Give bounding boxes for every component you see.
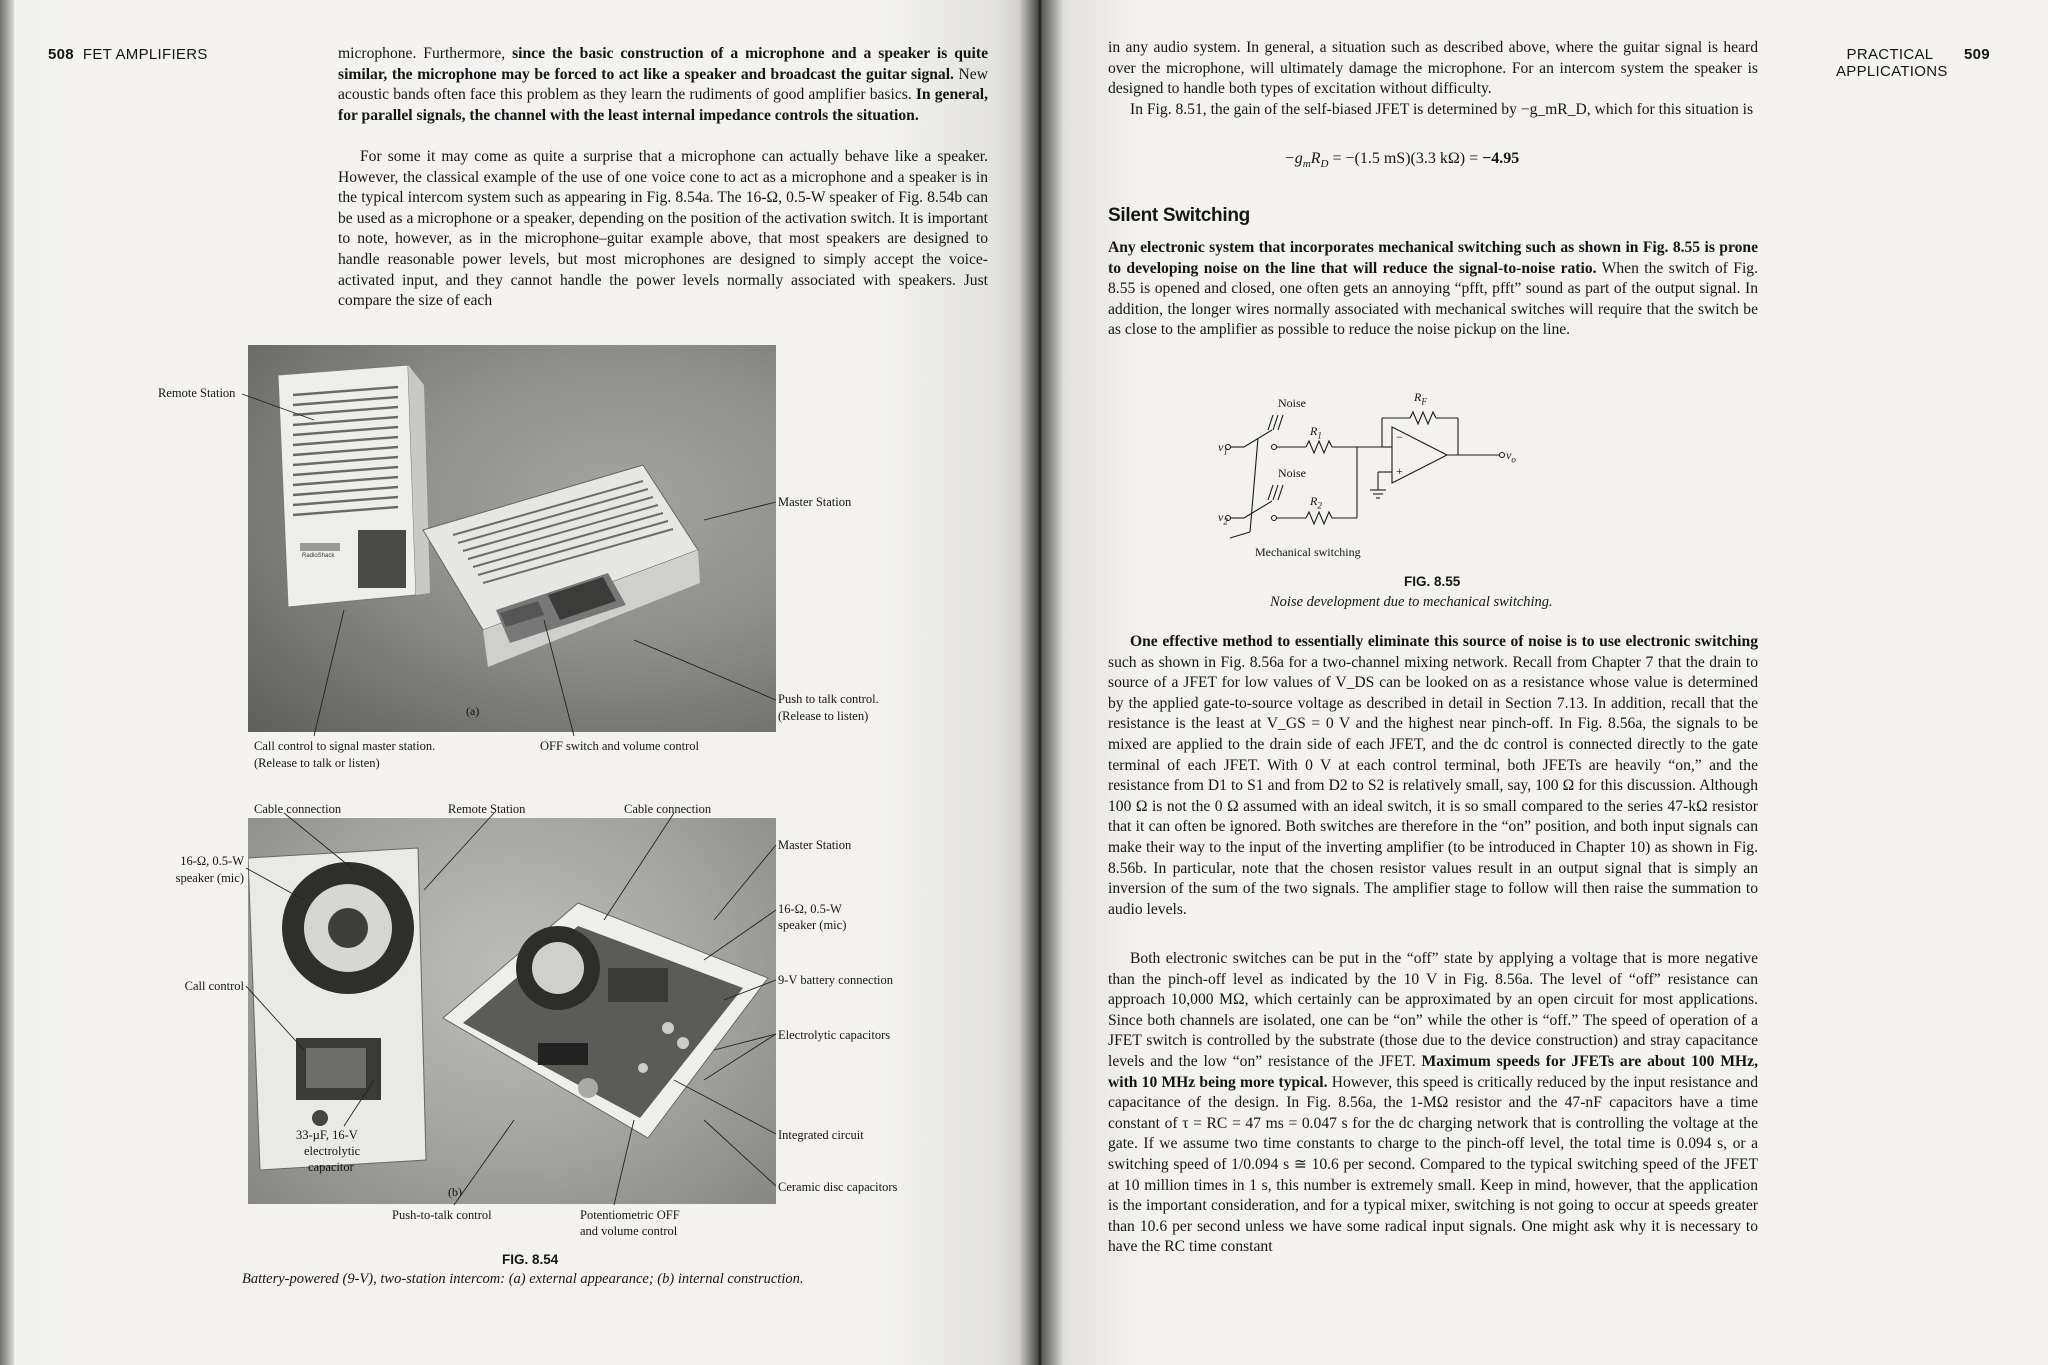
mechanical-switching-circuit: [1210, 390, 1570, 560]
fig-a-label-remote-station: Remote Station: [158, 386, 236, 400]
fig-b-label-speaker-left-1: 16-Ω, 0.5-W: [180, 854, 244, 868]
circuit-label-v1: $v_1$: [1218, 440, 1228, 457]
fig-8-55-title: FIG. 8.55: [1404, 574, 1461, 589]
left-page-number: 508: [48, 46, 74, 63]
vo-letter: v: [1506, 448, 1512, 462]
fig-b-label-ceramic: Ceramic disc capacitors: [778, 1180, 898, 1194]
fig-b-label-potentiometric-1: Potentiometric OFF: [580, 1208, 680, 1222]
book-gutter: [1018, 0, 1062, 1365]
fig-a-label-push-to-talk: Push to talk control.: [778, 692, 879, 706]
remote-logo: RadioShack: [302, 553, 335, 559]
fig-8-54-title: FIG. 8.54: [502, 1252, 559, 1267]
left-running-title: FET AMPLIFIERS: [82, 46, 208, 63]
fig-b-label-speaker-left-2: speaker (mic): [175, 871, 244, 885]
fig-b-panel-label: (b): [448, 1185, 462, 1199]
intercom-external-illustration: [248, 345, 776, 732]
bold-run-0: One effective method to essentially eliminate this source of noise is to use electronic switching: [1130, 633, 1758, 650]
intercom-photo-a: [248, 345, 776, 732]
equation-rhs: = −(1.5 mS)(3.3 kΩ) =: [1328, 150, 1483, 167]
circuit-label-v2: $v_2$: [1218, 510, 1228, 527]
fig-b-label-capacitor-3: capacitor: [308, 1160, 354, 1174]
fig-b-label-speaker-right-1: 16-Ω, 0.5-W: [778, 902, 842, 916]
fig-a-label-off-switch: OFF switch and volume control: [540, 739, 700, 753]
fig-a-label-release-to-talk: (Release to talk or listen): [254, 756, 380, 770]
fig-b-label-ic: Integrated circuit: [778, 1128, 864, 1142]
fig-b-label-cable-connection-1: Cable connection: [254, 802, 342, 816]
fig-a-label-call-control: Call control to signal master station.: [254, 739, 436, 753]
circuit-label-noise-1: Noise: [1278, 396, 1306, 410]
fig-b-label-battery: 9-V battery connection: [778, 973, 894, 987]
circuit-label-vo: $v_o$: [1506, 448, 1516, 465]
rf-letter: R: [1414, 390, 1422, 404]
fig-b-label-capacitor-1: 33-µF, 16-V: [296, 1128, 358, 1142]
remote-station-open: [248, 848, 426, 1170]
right-paragraph-4: [1108, 632, 1758, 920]
master-station-open: [443, 903, 768, 1138]
bold-run-0: Any electronic system that incorporates mechanical switching such as shown in Fig. 8.55 is prone to developing noise on the line that will reduce the signal-to-noise ratio.: [1108, 239, 1758, 277]
right-page: [1040, 0, 2048, 1365]
opamp-plus-label: +: [1396, 464, 1403, 478]
right-page-number: 509: [1964, 46, 1990, 63]
circuit-label-rf: $R_F$: [1414, 390, 1427, 407]
right-running-title-1: PRACTICAL: [1846, 46, 1934, 63]
right-paragraph-2-text: In Fig. 8.51, the gain of the self-biased JFET is determined by −g_mR_D, which for this situation is: [1130, 101, 1754, 118]
equation-lhs: −g: [1284, 150, 1303, 167]
fig-b-label-call-control: Call control: [184, 979, 244, 993]
left-page: [14, 0, 1036, 1365]
left-running-head: [48, 46, 208, 63]
bold-run-3: In general, for parallel signals, the channel with the least internal impedance controls the situation.: [338, 86, 989, 124]
fig-b-label-push-to-talk: Push-to-talk control: [392, 1208, 492, 1222]
v1-letter: v: [1218, 440, 1224, 454]
fig-b-label-capacitor-2: electrolytic: [304, 1144, 361, 1158]
fig-b-label-remote-station: Remote Station: [448, 802, 526, 816]
fig-b-label-master-station: Master Station: [778, 838, 852, 852]
v2-letter: v: [1218, 510, 1224, 524]
fig-b-label-cable-connection-2: Cable connection: [624, 802, 712, 816]
circuit-label-r1: $R_1$: [1310, 424, 1322, 441]
gain-equation: $-g_mR_D = -(1.5$ mS)(3.3 kΩ) = −4.95: [1284, 150, 1520, 171]
r1-letter: R: [1310, 424, 1318, 438]
fig-8-55-caption: Noise development due to mechanical switching.: [1270, 594, 1553, 610]
bold-run-1: since the basic construction of a microphone and a speaker is quite similar, the microphone may be forced to act like a speaker and broadcast the guitar signal.: [338, 45, 988, 83]
fig-a-label-release-to-listen: (Release to listen): [778, 709, 869, 723]
right-page-number-wrap: [1964, 46, 1990, 63]
text-run-1: such as shown in Fig. 8.56a for a two-channel mixing network. Recall from Chapter 7 that the drain to source of a JFET for low values of V_DS can be looked on as a resistance whose value is determined by the applied gate-to-source voltage as described in detail in Section 7.13. In addition, recall that the resistance is the least at V_GS = 0 V and the highest near pinch-off. In Fig. 8.56a, the signals to be mixed are applied to the drain side of each JFET, and the dc control is connected directly to the gate terminal of each JFET. With 0 V at each control terminal, both JFETs are heavily “on,” and the resistance from D1 to S1 and from D2 to S2 is relatively small, say, 100 Ω for this discussion. Although 100 Ω is not the 0 Ω assumed with an ideal switch, it is so small compared to the series 47-kΩ resistor that it can often be ignored. Both switches are therefore in the “on” position, and both input signals can make their way to the input of the inverting amplifier (to be introduced in Chapter 10) as shown in Fig. 8.56b. In particular, note that the chosen resistor values result in an output signal that is simply an inversion of the sum of the two signals. The amplifier stage to follow will then raise the summation to audio levels.: [1108, 653, 1758, 918]
left-paragraph-2-text: For some it may come as quite a surprise that a microphone can actually behave like a speaker. However, the classical example of the use of one voice cone to act as a microphone and a speaker is in the typical intercom system such as appearing in Fig. 8.54a. The 16-Ω, 0.5-W speaker of Fig. 8.54b can be used as a microphone or a speaker, depending on the position of the activation switch. It is important to note, however, as in the microphone–guitar example above, that most speakers are designed to handle reasonable power levels, but most microphones are designed to simply accept the voice-activated input, and they cannot handle the power levels normally associated with speakers. Just compare the size of each: [338, 148, 988, 310]
remote-station-unit: [278, 365, 430, 607]
opamp-minus-label: −: [1396, 430, 1403, 444]
circuit-label-mechanical-switching: Mechanical switching: [1255, 545, 1361, 559]
circuit-label-noise-2: Noise: [1278, 466, 1306, 480]
text-run-0: microphone. Furthermore,: [338, 45, 513, 62]
fig-b-label-speaker-right-2: speaker (mic): [778, 918, 847, 932]
text-run-1: When the switch of Fig. 8.55 is opened and closed, one often gets an annoying “pfft, pfft” sound as part of the output signal. In addition, the longer wires normally associated with mechanical switches will require that the switch be as close to the amplifier as possible to reduce the noise pickup on the line.: [1108, 259, 1758, 339]
right-paragraph-1: in any audio system. In general, a situation such as described above, where the guitar signal is heard over the microphone, will ultimately damage the microphone. For an intercom system the speaker is designed to handle both types of excitation without difficulty.: [1108, 39, 1758, 98]
fig-8-54-caption: Battery-powered (9-V), two-station intercom: (a) external appearance; (b) internal construction.: [242, 1271, 804, 1287]
right-paragraph-3: [1108, 238, 1758, 341]
text-run-0: Both electronic switches can be put in the “off” state by applying a voltage that is more negative than the pinch-off level as indicated by the 10 V in Fig. 8.56a. The level of “off” resistance can approach 10,000 MΩ, which certainly can be approximated by an open circuit for most applications. Since both channels are isolated, one can be “on” while the other is “off.” The speed of operation of a JFET switch is controlled by the substrate (those due to the device construction) and stray capacitance levels and the low “on” resistance of the JFET.: [1108, 950, 1758, 1070]
r2-letter: R: [1310, 494, 1318, 508]
text-run-2: However, this speed is critically reduced by the input resistance and capacitance of the design. In Fig. 8.56a, the 1-MΩ resistor and the 47-nF capacitors have a time constant of τ = RC = 47 ms = 0.047 s for the dc charging network that is controlling the voltage at the gate. If we assume two time constants to charge to the pinch-off level, the total time is 0.094 s, or a switching speed of 1/0.094 s ≅ 10.6 per second. Compared to the typical switching speed of the JFET at 10 million times in 1 s, this number is extremely small. Keep in mind, however, that the application is the important consideration, and for a typical mixer, switching is not going to occur at speeds greater than 10.6 per second unless we have some radical input signals. One might ask why it is necessary to have the RC time constant: [1108, 1073, 1758, 1256]
left-paragraph-2: [338, 147, 988, 312]
fig-b-label-electrolytic: Electrolytic capacitors: [778, 1028, 891, 1042]
book-left-edge: [0, 0, 14, 1365]
fig-a-panel-label: (a): [466, 704, 480, 718]
master-station-unit: [423, 465, 700, 667]
right-paragraph-2: [1108, 100, 1758, 121]
right-running-head: [1836, 46, 1948, 80]
bold-run-1: Maximum speeds for JFETs are about 100 MHz, with 10 MHz being more typical.: [1108, 1052, 1758, 1091]
section-heading-silent-switching: Silent Switching: [1108, 205, 1250, 226]
circuit-label-r2: $R_2$: [1310, 494, 1322, 511]
right-running-title-2: APPLICATIONS: [1836, 63, 1948, 80]
left-paragraph-1: [338, 44, 988, 126]
fig-a-label-master-station: Master Station: [778, 495, 852, 509]
text-run-2: New acoustic bands often face this problem as they learn the rudiments of good amplifier basics.: [338, 65, 988, 104]
right-paragraph-5: [1108, 949, 1758, 1258]
equation-result: −4.95: [1482, 150, 1520, 167]
fig-b-label-potentiometric-2: and volume control: [580, 1224, 678, 1238]
